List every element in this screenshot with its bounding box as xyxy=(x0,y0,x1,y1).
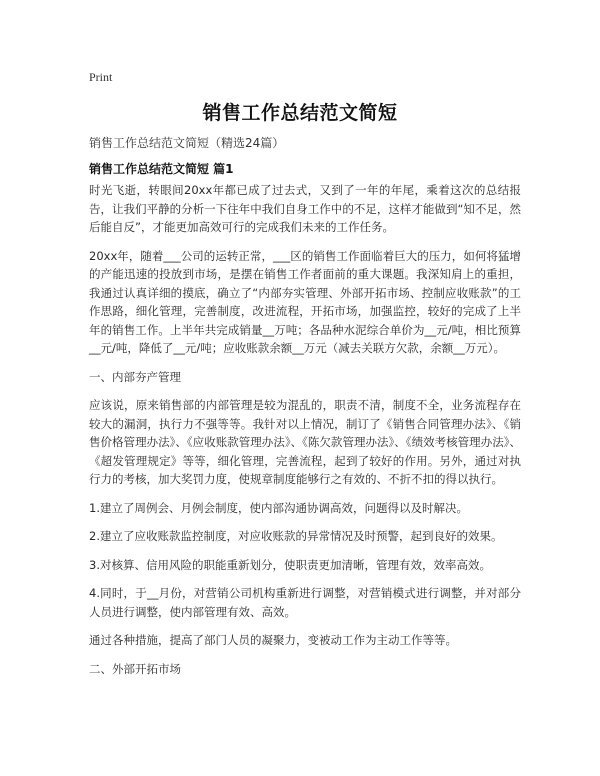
list-item-3: 3.对核算、信用风险的职能重新划分，使职责更加清晰，管理有效，效率高效。 xyxy=(89,557,491,572)
list-item-4: 4.同时，于__月份，对营销公司机构重新进行调整，对营销模式进行调整，并对部分人员进行调整，使内部管理有效、高效。 xyxy=(89,586,521,619)
paragraph-internal-management: 应该说，原来销售部的内部管理是较为混乱的，职责不清，制度不全，业务流程存在较大的漏洞，执行力不强等等。我针对以上情况，制订了《销售合同管理办法》、《销售价格管理办法》、《应收账款管理办法》、《陈欠款管理办法》、《绩效考核管理办法》、《超发管理规定》等等，细化管理，完善流程，起到了较好的作用。另外，通过对执行力的考核，加大奖罚力度，使规章制度能够行之有效的、不折不扣的得以执行。 xyxy=(89,398,521,486)
paragraph-summary: 通过各种措施，提高了部门人员的凝聚力，变被动工作为主动工作等等。 xyxy=(89,633,457,647)
section-heading-external: 二、外部开拓市场 xyxy=(89,661,181,676)
article-heading: 销售工作总结范文简短 篇1 xyxy=(89,162,234,176)
list-item-1: 1.建立了周例会、月例会制度，使内部沟通协调高效，问题得以及时解决。 xyxy=(89,500,468,515)
paragraph-intro: 时光飞逝，转眼间20xx年都已成了过去式，又到了一年的年尾，乘着这次的总结报告，让我们平静的分析一下往年中我们自身工作中的不足，这样才能做到“知不足，然后能自反”，才能更加高效可行的完成我们未来的工作任务。 xyxy=(89,183,521,234)
paragraph-overview: 20xx年，随着___公司的运转正常，___区的销售工作面临着巨大的压力，如何将猛增的产能迅速的投放到市场，是摆在销售工作者面前的重大课题。我深知肩上的重担，我通过认真详细的摸底，确立了“内部夯实管理、外部开拓市场、控制应收账款”的工作思路，细化管理，完善制度，改进流程，开拓市场，加强监控，较好的完成了上半年的销售工作。上半年共完成销量__万吨；各品种水泥综合单价为__元/吨，相比预算__元/吨，降低了__元/吨；应收账款余额__万元（减去关联方欠款，余额__万元）。 xyxy=(89,248,521,355)
section-heading-internal: 一、内部夯产管理 xyxy=(89,369,181,384)
list-item-2: 2.建立了应收账款监控制度，对应收账款的异常情况及时预警，起到良好的效果。 xyxy=(89,529,503,543)
document-subtitle: 销售工作总结范文简短（精选24篇） xyxy=(89,136,285,150)
page-title: 销售工作总结范文简短 xyxy=(202,102,398,124)
article-body xyxy=(89,181,521,688)
print-link[interactable]: Print xyxy=(89,70,113,84)
